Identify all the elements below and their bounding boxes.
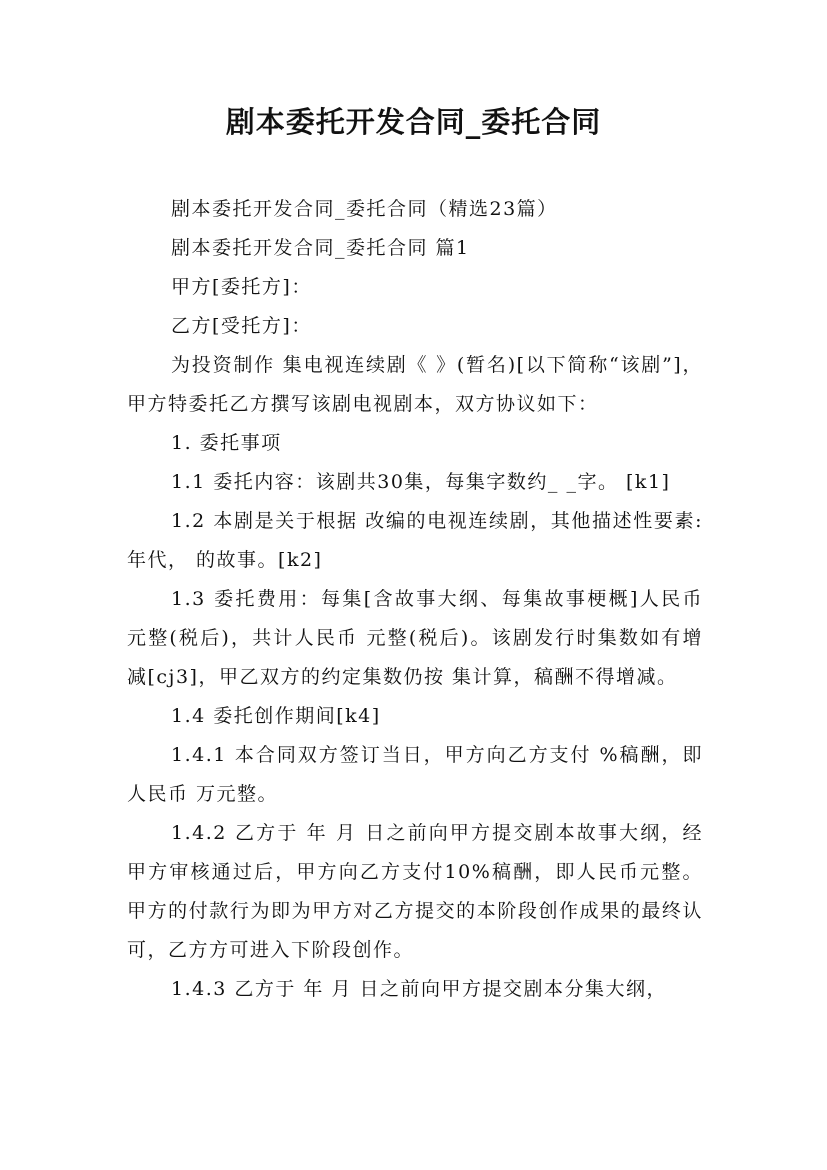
paragraph-intro: 剧本委托开发合同_委托合同（精选23篇） <box>171 198 558 220</box>
paragraph-clause-1-4-2: 1.4.2 乙方于 年 月 日之前向甲方提交剧本故事大纲，经甲方审核通过后，甲方向乙方支付10%稿酬，即人民币元整。甲方的付款行为即为甲方对乙方提交的本阶段创作成果的最终认可，乙方方可进入下阶段创作。 <box>127 822 703 961</box>
paragraph-clause-1-4-3: 1.4.3 乙方于 年 月 日之前向甲方提交剧本分集大纲， <box>171 978 668 1000</box>
paragraph-party-b: 乙方[受托方]： <box>171 315 312 337</box>
paragraph-clause-1-4: 1.4 委托创作期间[k4] <box>171 705 381 727</box>
paragraph-clause-1-1: 1.1 委托内容：该剧共30集，每集字数约_ _字。 [k1] <box>171 471 671 493</box>
paragraph-clause-1-3: 1.3 委托费用：每集[含故事大纲、每集故事梗概]人民币 元整(税后)，共计人民币 元整(税后)。该剧发行时集数如有增减[cj3]，甲乙双方的约定集数仍按 集计算，稿酬不得增减。 <box>127 588 711 688</box>
paragraph-chapter-heading: 剧本委托开发合同_委托合同 篇1 <box>171 237 470 259</box>
document-title: 剧本委托开发合同_委托合同 <box>225 105 602 139</box>
paragraph-clause-1-2: 1.2 本剧是关于根据 改编的电视连续剧，其他描述性要素: 年代， 的故事。[k2] <box>127 510 711 571</box>
document-body <box>127 190 711 1009</box>
paragraph-party-a: 甲方[委托方]： <box>171 276 312 298</box>
paragraph-clause-1-4-1: 1.4.1 本合同双方签订当日，甲方向乙方支付 %稿酬，即人民币 万元整。 <box>127 744 703 805</box>
paragraph-section-1: 1. 委托事项 <box>171 432 282 454</box>
paragraph-preamble: 为投资制作 集电视连续剧《 》(暂名)[以下简称“该剧”]，甲方特委托乙方撰写该剧电视剧本，双方协议如下： <box>127 354 703 415</box>
